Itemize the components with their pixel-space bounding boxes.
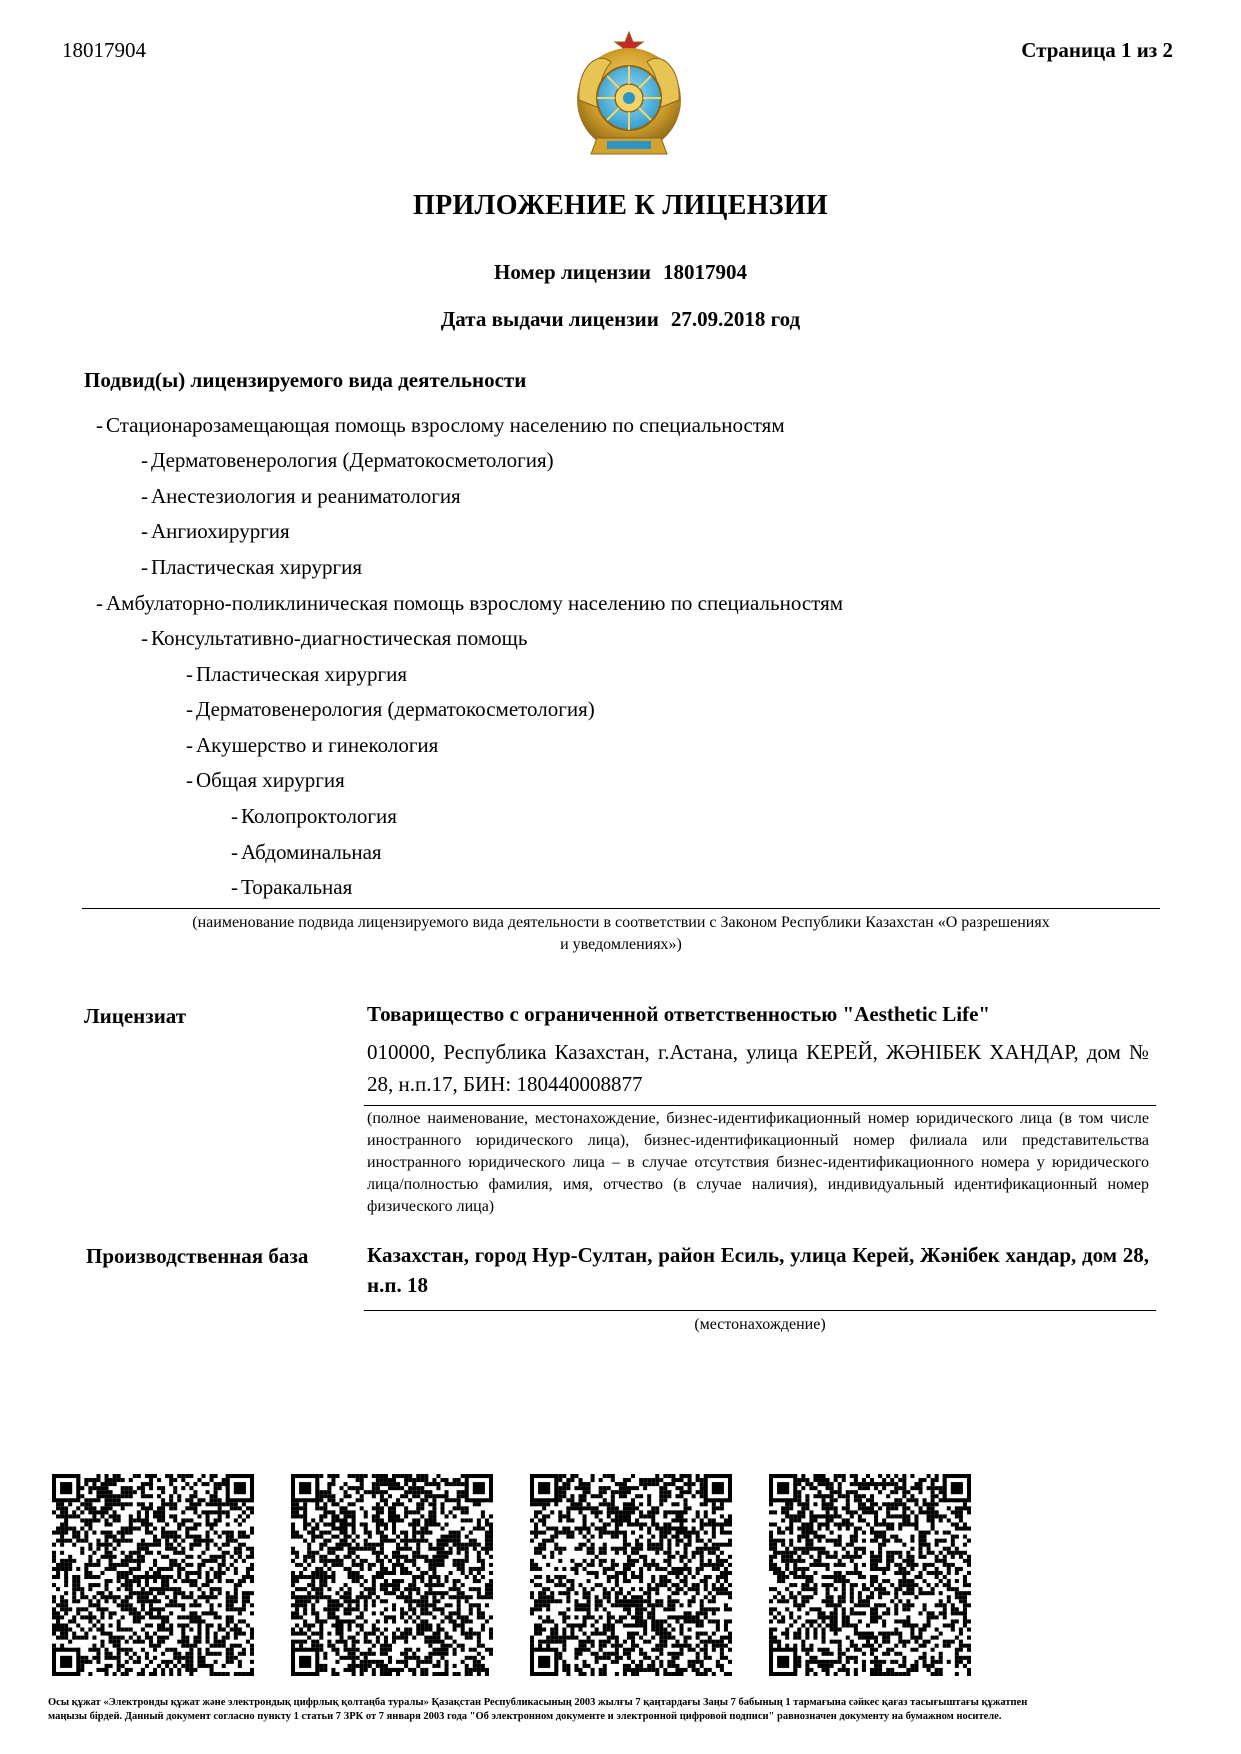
activities-note: (наименование подвида лицензируемого вида деятельности в соответствии с Законом Республики Казахстан «О разрешениях и уведомлениях»): [192, 914, 1050, 953]
issue-date-value: 27.09.2018 год: [670, 307, 801, 331]
qr-code-icon: [530, 1474, 732, 1676]
activity-item: - Консультативно-диагностическая помощь: [141, 626, 528, 650]
document-number: 18017904: [62, 38, 146, 62]
licensee-divider: [364, 1105, 1156, 1106]
qr-code-icon: [769, 1474, 971, 1676]
activity-item: - Ангиохирургия: [141, 519, 290, 543]
activity-item: - Акушерство и гинекология: [186, 733, 439, 757]
activity-item: - Торакальная: [231, 875, 353, 899]
qr-code-icon: [52, 1474, 254, 1676]
production-base-address: Казахстан, город Нур-Султан, район Есиль, улица Керей, Жәнібек хандар, дом 28, н.п. 18: [367, 1243, 1149, 1297]
activity-item: - Пластическая хирургия: [186, 662, 408, 686]
issue-date-line: [0, 307, 1241, 332]
license-number-label: Номер лицензии: [493, 260, 652, 284]
production-base-label: Производственная база: [86, 1244, 309, 1268]
page-counter: Страница 1 из 2: [1021, 38, 1173, 62]
activity-item: - Стационарозамещающая помощь взрослому населению по специальностям: [96, 413, 785, 437]
licensee-name: Товарищество с ограниченной ответственностью "Aesthetic Life": [367, 1002, 991, 1026]
licensee-address: 010000, Республика Казахстан, г.Астана, улица КЕРЕЙ, ЖӘНІБЕК ХАНДАР, дом № 28, н.п.17, БИН: 180440008877: [367, 1040, 1149, 1096]
activity-item: - Анестезиология и реаниматология: [141, 484, 461, 508]
license-number-value: 18017904: [663, 260, 748, 284]
legal-footer: Осы құжат «Электронды құжат және электрондық цифрлық қолтаңба туралы» Қазақстан Республикасының 2003 жылғы 7 қаңтардағы Заңы 7 бабының 1 тармағына сәйкес қағаз тасығыштағы құжатпен маңызы бірдей. Данный документ согласно пункту 1 статьи 7 ЗРК от 7 января 2003 года "Об электронном документе и электронной цифровой подписи" равнозначен документу на бумажном носителе.: [48, 1697, 1028, 1722]
activity-item: - Общая хирургия: [186, 768, 345, 792]
licensee-note: (полное наименование, местонахождение, бизнес-идентификационный номер юридического лица (в том числе иностранного юридического лица), бизнес-идентификационный номер филиала или представительства иностранного юридического лица – в случае отсутствия бизнес-идентификационного номера у юридического лица/полностью фамилия, имя, отчество (в случае наличия), индивидуальный идентификационный номер физического лица): [367, 1110, 1149, 1215]
licensee-label: Лицензиат: [84, 1004, 187, 1028]
activity-item: - Пластическая хирургия: [141, 555, 363, 579]
activities-divider: [82, 908, 1160, 909]
activity-item: - Дерматовенерология (Дерматокосметология): [141, 448, 554, 472]
license-number-line: [0, 260, 1241, 285]
production-base-note: (местонахождение): [694, 1316, 826, 1333]
document-title: ПРИЛОЖЕНИЕ К ЛИЦЕНЗИИ: [412, 190, 829, 221]
activities-heading: Подвид(ы) лицензируемого вида деятельности: [84, 368, 527, 392]
activity-item: - Дерматовенерология (дерматокосметология): [186, 697, 595, 721]
qr-code-icon: [291, 1474, 493, 1676]
activity-item: - Амбулаторно-поликлиническая помощь взрослому населению по специальностям: [96, 591, 844, 615]
activity-item: - Колопроктология: [231, 804, 397, 828]
issue-date-label: Дата выдачи лицензии: [440, 307, 659, 331]
state-emblem-icon: [567, 28, 691, 162]
activity-item: - Абдоминальная: [231, 840, 382, 864]
production-base-divider: [364, 1310, 1156, 1311]
